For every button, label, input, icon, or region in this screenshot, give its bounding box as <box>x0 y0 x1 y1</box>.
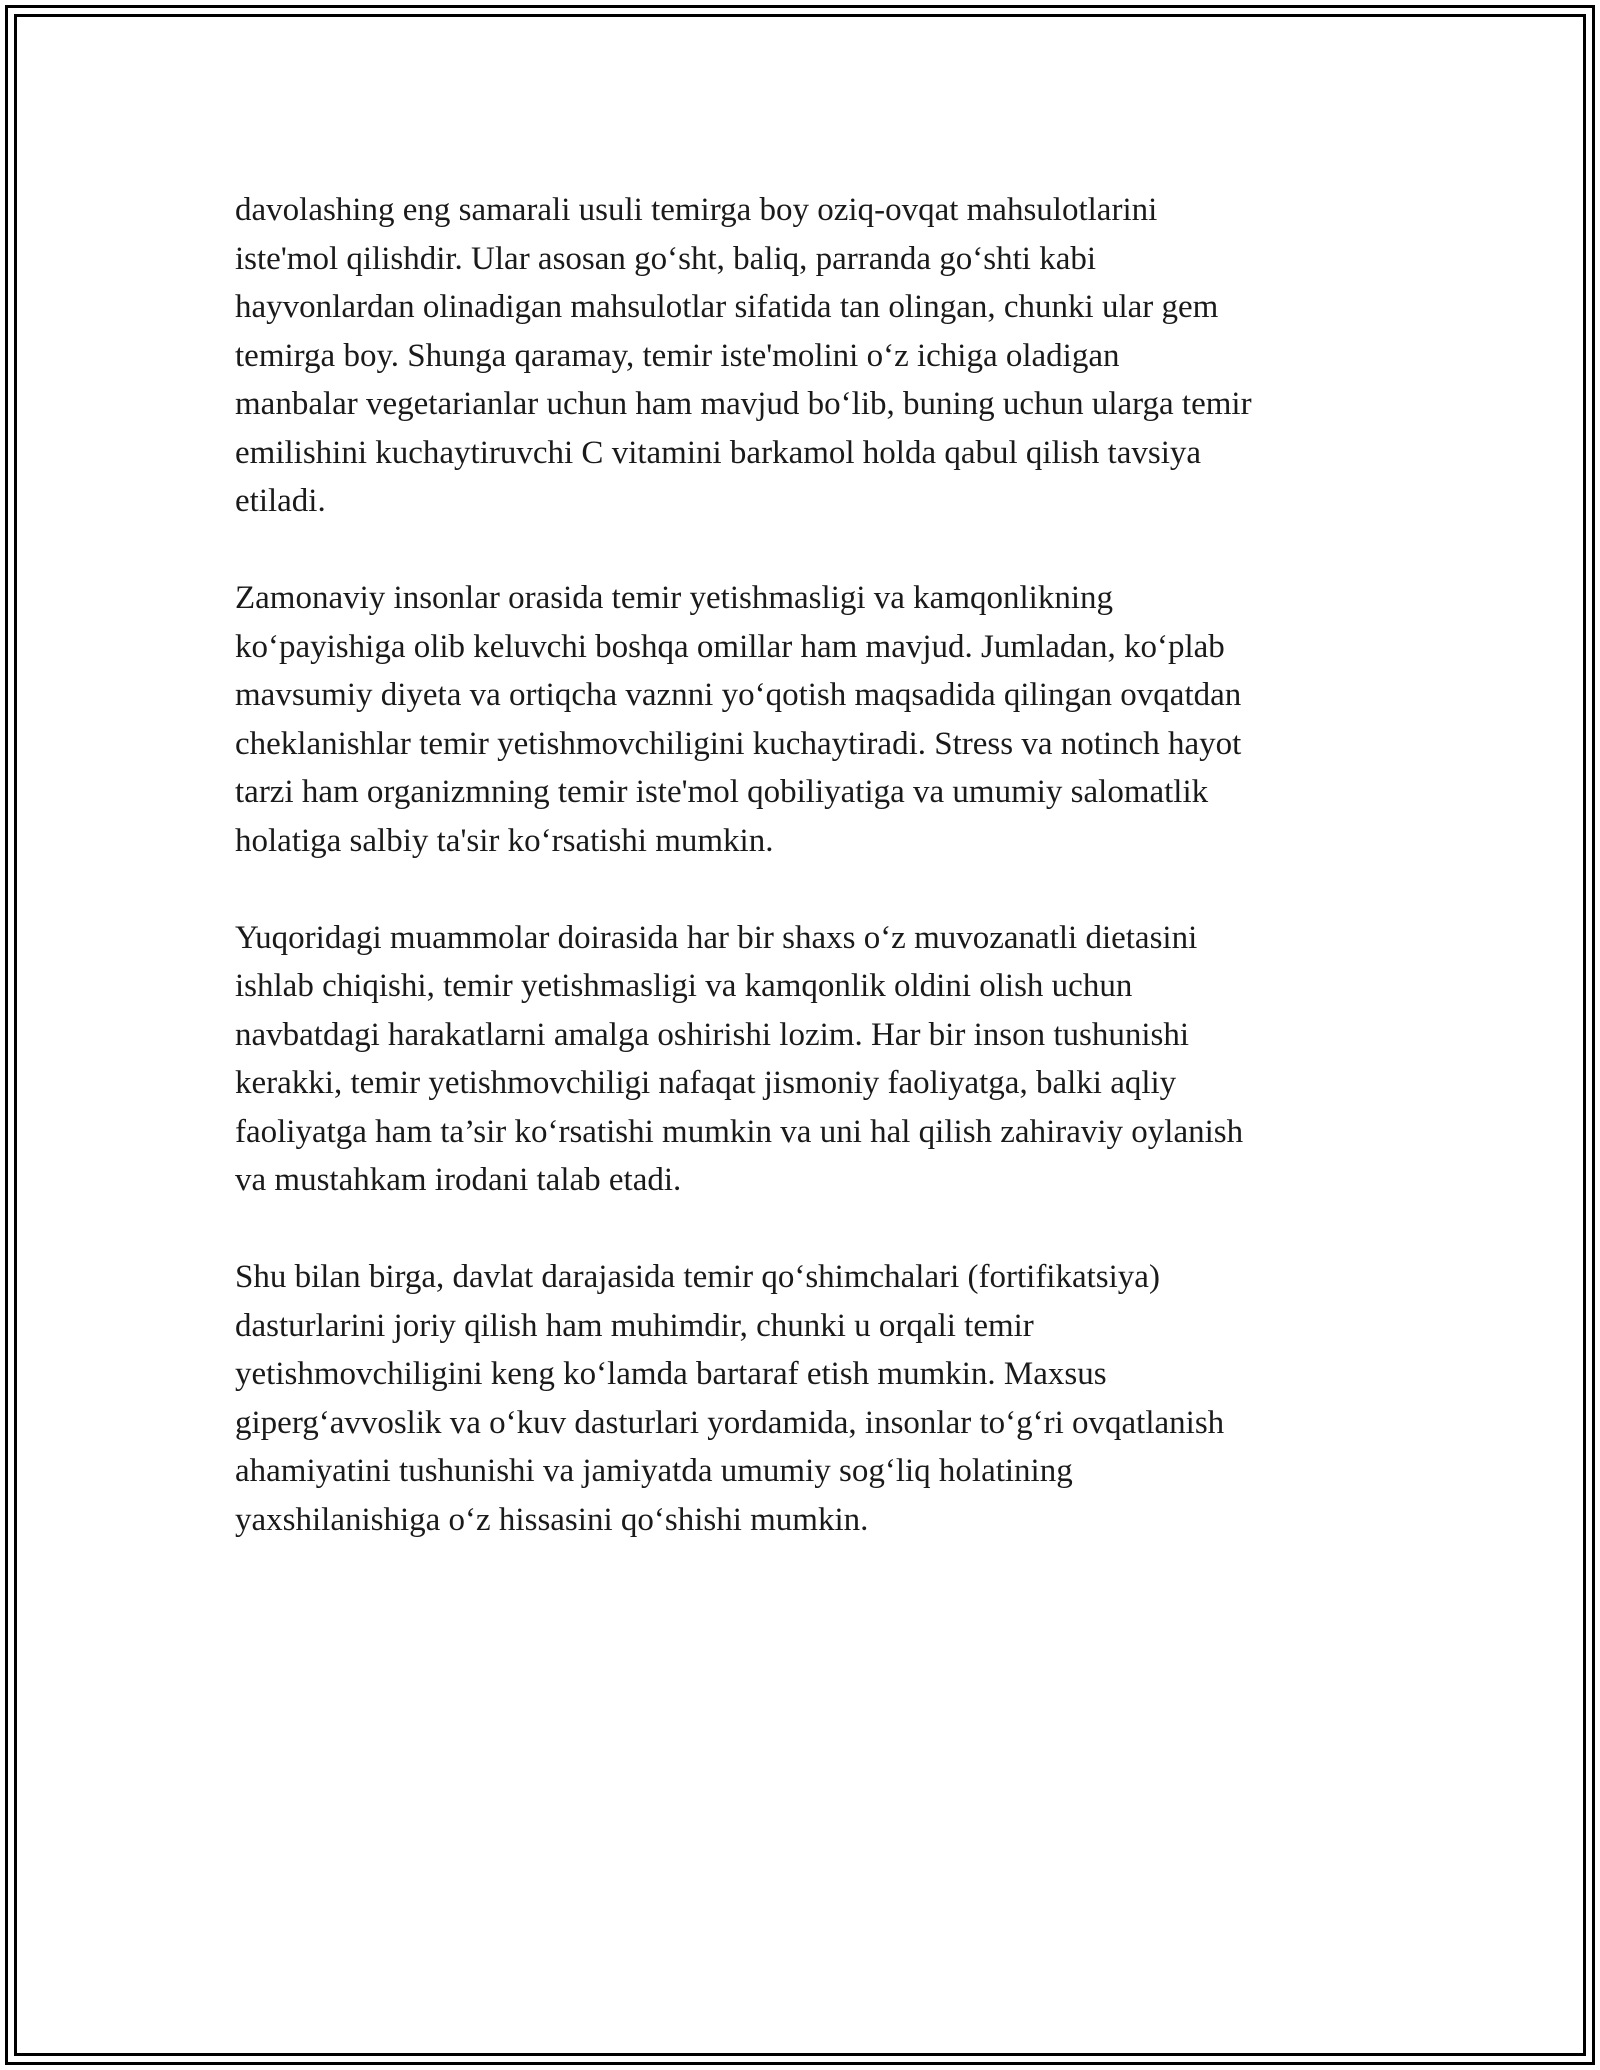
paragraph-3 <box>235 914 1375 1205</box>
text-line: temirga boy. Shunga qaramay, temir iste'molini o‘z ichiga oladigan <box>235 337 1120 374</box>
text-line: cheklanishlar temir yetishmovchiligini kuchaytiradi. Stress va notinch hayot <box>235 725 1242 762</box>
text-line: emilishini kuchaytiruvchi C vitamini barkamol holda qabul qilish tavsiya <box>235 434 1202 471</box>
text-line: va mustahkam irodani talab etadi. <box>235 1162 682 1198</box>
text-line: Shu bilan birga, davlat darajasida temir qo‘shimchalari (fortifikatsiya) <box>235 1259 1160 1295</box>
text-line: faoliyatga ham ta’sir ko‘rsatishi mumkin va uni hal qilish zahiraviy oylanish <box>235 1113 1244 1150</box>
text-line: davolashing eng samarali usuli temirga boy oziq-ovqat mahsulotlarini <box>235 192 1158 228</box>
text-line: manbalar vegetarianlar uchun ham mavjud bo‘lib, buning uchun ularga temir <box>235 386 1252 422</box>
text-line: tarzi ham organizmning temir iste'mol qobiliyatiga va umumiy salomatlik <box>235 774 1209 810</box>
text-line: ko‘payishiga olib keluvchi boshqa omillar ham mavjud. Jumladan, ko‘plab <box>235 628 1225 665</box>
text-line: yaxshilanishiga o‘z hissasini qo‘shishi mumkin. <box>235 1501 869 1538</box>
text-line: ishlab chiqishi, temir yetishmasligi va kamqonlik oldini olish uchun <box>235 968 1133 1004</box>
text-line: mavsumiy diyeta va ortiqcha vaznni yo‘qotish maqsadida qilingan ovqatdan <box>235 677 1242 713</box>
text-line: dasturlarini joriy qilish ham muhimdir, chunki u orqali temir <box>235 1307 1034 1344</box>
text-line: Yuqoridagi muammolar doirasida har bir shaxs o‘z muvozanatli dietasini <box>235 919 1198 956</box>
text-line: kerakki, temir yetishmovchiligi nafaqat jismoniy faoliyatga, balki aqliy <box>235 1065 1177 1101</box>
paragraph-4 <box>235 1253 1375 1544</box>
text-line: hayvonlardan olinadigan mahsulotlar sifatida tan olingan, chunki ular gem <box>235 289 1219 325</box>
document-body <box>235 186 1375 1593</box>
text-line: Zamonaviy insonlar orasida temir yetishmasligi va kamqonlikning <box>235 580 1113 616</box>
text-line: navbatdagi harakatlarni amalga oshirishi lozim. Har bir inson tushunishi <box>235 1016 1190 1053</box>
text-line: ahamiyatini tushunishi va jamiyatda umumiy sog‘liq holatining <box>235 1453 1073 1489</box>
paragraph-2 <box>235 574 1375 865</box>
text-line: iste'mol qilishdir. Ular asosan go‘sht, baliq, parranda go‘shti kabi <box>235 240 1097 277</box>
text-line: holatiga salbiy ta'sir ko‘rsatishi mumkin. <box>235 822 774 859</box>
paragraph-1 <box>235 186 1375 526</box>
text-line: yetishmovchiligini keng ko‘lamda bartaraf etish mumkin. Maxsus <box>235 1356 1107 1392</box>
text-line: etiladi. <box>235 483 326 519</box>
text-line: giperg‘avvoslik va o‘kuv dasturlari yordamida, insonlar to‘g‘ri ovqatlanish <box>235 1404 1225 1441</box>
